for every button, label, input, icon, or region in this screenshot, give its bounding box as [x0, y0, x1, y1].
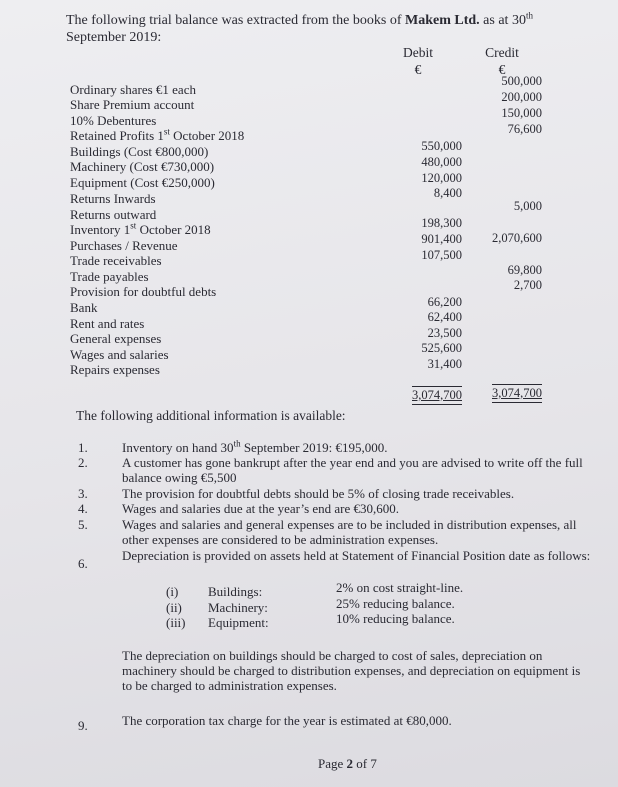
page-number: Page 2 of 7: [318, 756, 377, 771]
tb-debit: 23,500: [427, 326, 462, 340]
debit-total: 3,074,700: [412, 386, 462, 405]
note-number: 6.: [78, 556, 88, 571]
dep-asset: Machinery:: [208, 600, 268, 615]
note-text: Wages and salaries due at the year’s end are €30,600.: [122, 501, 400, 516]
note-text: A customer has gone bankrupt after the year end and you are advised to write off the full balance owing €5,500: [122, 455, 583, 485]
tb-label: Repairs expenses: [70, 362, 160, 377]
tb-debit: 8,400: [433, 186, 462, 200]
debit-header: Debit: [403, 45, 433, 60]
tb-label: Buildings (Cost €800,000): [70, 144, 209, 159]
note-text: Depreciation is provided on assets held at Statement of Financial Position date as follows:: [122, 548, 591, 563]
depreciation-allocation-text: The depreciation on buildings should be charged to cost of sales, depreciation on machinery should be charged to distribution expenses, and depreciation on equipment is to be charged to administration expenses.: [122, 648, 581, 693]
dep-rate: 25% reducing balance.: [336, 596, 455, 611]
tb-label: Provision for doubtful debts: [70, 284, 217, 299]
tb-label: Returns outward: [70, 207, 157, 222]
tb-debit: 525,600: [421, 341, 462, 355]
note-number: 2.: [78, 455, 88, 470]
tb-label: Wages and salaries: [70, 347, 169, 362]
dep-asset: Equipment:: [208, 615, 269, 630]
tb-debit: 107,500: [421, 248, 462, 262]
tb-debit: 901,400: [421, 232, 462, 246]
tb-debit: 62,400: [427, 310, 462, 324]
debit-currency: €: [414, 62, 422, 77]
dep-number: (i): [166, 584, 179, 599]
tb-label: Machinery (Cost €730,000): [70, 159, 215, 174]
dep-asset: Buildings:: [208, 584, 263, 599]
note-text: Inventory on hand 30th September 2019: €195,000.: [122, 438, 388, 455]
tb-debit: 198,300: [421, 216, 462, 230]
tb-label: Returns Inwards: [70, 191, 156, 206]
tb-label: General expenses: [70, 331, 162, 346]
additional-info-heading: The following additional information is available:: [76, 408, 346, 423]
tb-label: Inventory 1st October 2018: [70, 220, 211, 237]
tb-label: Rent and rates: [70, 316, 145, 331]
tb-debit: 31,400: [427, 357, 462, 371]
tb-credit: 5,000: [513, 199, 542, 213]
note-number: 4.: [78, 501, 88, 516]
tb-credit: 2,700: [513, 278, 542, 292]
credit-total: 3,074,700: [492, 384, 542, 403]
tb-label: Retained Profits 1st October 2018: [70, 126, 245, 143]
tb-credit: 200,000: [501, 90, 542, 104]
note-text: Wages and salaries and general expenses are to be included in distribution expenses, all other expenses are considered to be administration expenses.: [122, 517, 577, 547]
dep-rate: 2% on cost straight-line.: [336, 580, 464, 595]
tb-label: Ordinary shares €1 each: [70, 82, 196, 97]
credit-currency: €: [498, 62, 506, 77]
company-name: Makem Ltd.: [405, 13, 480, 28]
credit-header: Credit: [485, 45, 519, 60]
dep-number: (iii): [166, 615, 186, 630]
tb-debit: 66,200: [427, 295, 462, 309]
note-number: 9.: [78, 718, 88, 733]
note-number: 5.: [78, 517, 88, 532]
dep-rate: 10% reducing balance.: [336, 611, 455, 626]
tb-credit: 76,600: [507, 122, 542, 136]
tb-label: Purchases / Revenue: [70, 238, 178, 253]
tb-label: Share Premium account: [70, 97, 195, 112]
tb-label: Bank: [70, 300, 98, 315]
tb-debit: 480,000: [421, 155, 462, 169]
tb-debit: 120,000: [421, 171, 462, 185]
tb-label: Trade receivables: [70, 253, 162, 268]
tb-credit: 2,070,600: [492, 231, 542, 245]
tb-credit: 500,000: [501, 74, 542, 88]
tb-debit: 550,000: [421, 139, 462, 153]
note-text: The corporation tax charge for the year is estimated at €80,000.: [122, 713, 452, 728]
tb-credit: 150,000: [501, 106, 542, 120]
intro-text: The following trial balance was extracted from the books of Makem Ltd. as at 30th September 2019:: [66, 10, 533, 45]
tb-label: Equipment (Cost €250,000): [70, 175, 215, 190]
note-number: 3.: [78, 486, 88, 501]
note-number: 1.: [78, 440, 88, 455]
dep-number: (ii): [166, 600, 182, 615]
note-text: The provision for doubtful debts should be 5% of closing trade receivables.: [122, 486, 515, 501]
tb-label: Trade payables: [70, 269, 149, 284]
tb-label: 10% Debentures: [70, 113, 157, 128]
tb-credit: 69,800: [507, 263, 542, 277]
